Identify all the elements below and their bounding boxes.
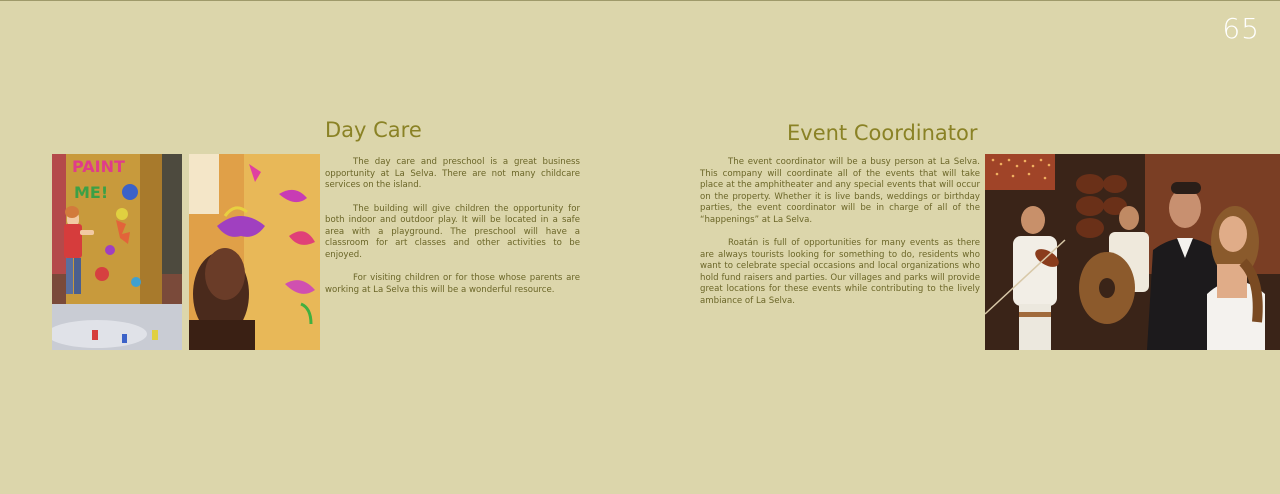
event-coordinator-heading: Event Coordinator: [787, 121, 978, 145]
top-border-rule: [0, 0, 1280, 1]
event-paragraph: Roatán is full of opportunities for many events as there are always tourists looking for something to do, residents who want to celebrate special occasions and local organizations who hold fund raisers and parties. Our villages and parks will provide great locations for these events while contributing to the lively ambiance of La Selva.: [700, 238, 980, 306]
child-painting-photo: [52, 154, 182, 350]
wedding-mariachi-photo: [985, 154, 1280, 350]
daycare-paragraph: For visiting children or for those whose parents are working at La Selva this will be a wonderful resource.: [325, 273, 580, 295]
child-masks-photo: [189, 154, 320, 350]
daycare-paragraph: The building will give children the opportunity for both indoor and outdoor play. It will be located in a safe area with a playground. The preschool will have a classroom for art classes and other activities to be enjoyed.: [325, 203, 580, 260]
svg-text:ME!: ME!: [74, 183, 109, 202]
event-paragraph: The event coordinator will be a busy person at La Selva. This company will coordinate all of the events that will take place at the amphitheater and any special events that will occur on the property. Whether it is live bands, weddings or birthday parties, the event coordinator will be in charge of all of the “happenings” at La Selva.: [700, 157, 980, 225]
svg-text:PAINT: PAINT: [72, 157, 125, 176]
page-number: 65: [1222, 12, 1260, 45]
daycare-paragraph: The day care and preschool is a great business opportunity at La Selva. There are not many childcare services on the island.: [325, 157, 580, 190]
daycare-body-text: [325, 157, 580, 308]
daycare-heading: Day Care: [325, 118, 422, 142]
event-body-text: [700, 157, 980, 319]
